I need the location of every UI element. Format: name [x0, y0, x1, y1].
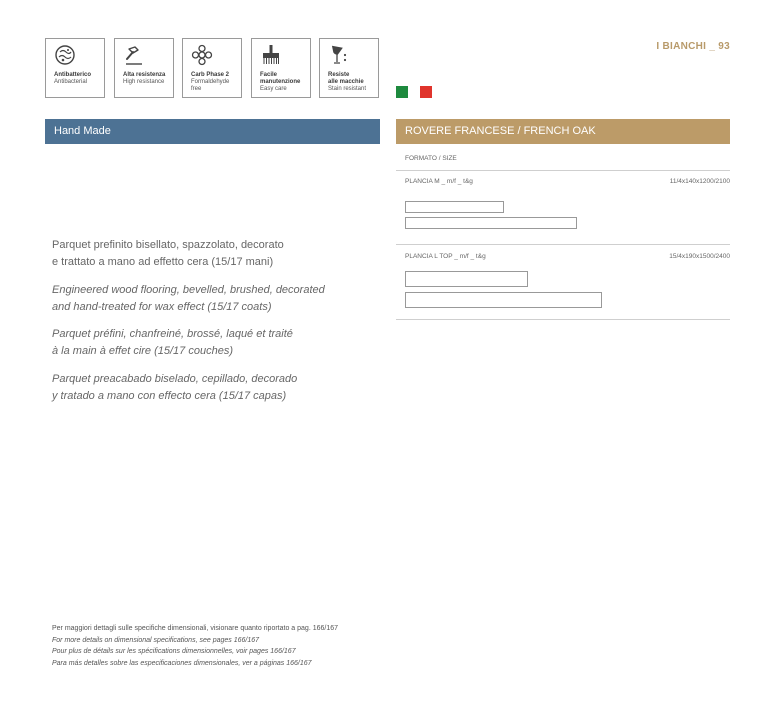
feature-title: Resiste [328, 72, 350, 78]
description-line: Parquet prefinito bisellato, spazzolato, decorato [52, 239, 284, 251]
footer-notes [52, 623, 338, 669]
description-italian [52, 237, 284, 271]
green-flag-swatch [396, 86, 408, 98]
description-line: and hand-treated for wax effect (15/17 coats) [52, 301, 272, 313]
description-line: Engineered wood flooring, bevelled, brushed, decorated [52, 284, 325, 296]
plank-l-name: PLANCIA L TOP _ m/f _ t&g [405, 253, 486, 260]
feature-subtitle: Antibacterial [54, 79, 88, 85]
description-line: Parquet préfini, chanfreiné, brossé, laqué et traité [52, 328, 293, 340]
feature-subtitle: Easy care [260, 86, 287, 92]
glass-spill-icon [328, 44, 350, 66]
feature-title: Alta resistenza [123, 72, 166, 78]
feature-antibacterial [45, 38, 105, 98]
hand-made-header: Hand Made [45, 119, 380, 144]
feature-high-resistance [114, 38, 174, 98]
feature-easy-care [251, 38, 311, 98]
feature-subtitle: free [191, 86, 202, 92]
feature-subtitle: Formaldehyde [191, 79, 230, 85]
feature-stain-resistant [319, 38, 379, 98]
description-line: e trattato a mano ad effetto cera (15/17 mani) [52, 256, 274, 268]
feature-title: Facile [260, 72, 278, 78]
footer-line-en: For more details on dimensional specifications, see pages 166/167 [52, 636, 260, 644]
footer-line-fr: Pour plus de détails sur les spécifications dimensionnelles, voir pages 166/167 [52, 648, 296, 655]
feature-title-line2: manutenzione [260, 79, 301, 85]
plank-m-width-diagram [405, 201, 504, 213]
description-spanish [52, 371, 297, 405]
product-header: ROVERE FRANCESE / FRENCH OAK [396, 119, 730, 144]
feature-carb-phase [182, 38, 242, 98]
red-flag-swatch [420, 86, 432, 98]
feature-title-line2: alle macchie [328, 79, 364, 85]
size-label: FORMATO / SIZE [405, 155, 457, 162]
feature-title: Antibatterico [54, 72, 92, 78]
description-english [52, 282, 325, 316]
plank-l-size: 15/4x190x1500/2400 [669, 253, 730, 260]
antibacterial-icon [54, 44, 76, 66]
feature-title: Carb Phase 2 [191, 72, 230, 78]
plank-m-name: PLANCIA M _ m/f _ t&g [405, 178, 473, 185]
description-french [52, 326, 293, 360]
page-number: I BIANCHI _ 93 [656, 41, 730, 52]
description-line: Parquet preacabado biselado, cepillado, decorado [52, 373, 298, 385]
footer-line-es: Para más detalles sobre las especificaciones dimensionales, ver a páginas 166/167 [52, 659, 312, 667]
brush-icon [260, 44, 282, 66]
flower-icon [191, 44, 213, 66]
divider [396, 244, 730, 245]
hammer-icon [123, 44, 145, 66]
plank-m-length-diagram [405, 217, 577, 229]
description-line: à la main à effet cire (15/17 couches) [52, 345, 233, 357]
description-line: y tratado a mano con effecto cera (15/17 capas) [52, 390, 287, 402]
divider [396, 170, 730, 171]
plank-l-width-diagram [405, 271, 528, 287]
plank-l-length-diagram [405, 292, 602, 308]
plank-m-size: 11/4x140x1200/2100 [669, 178, 730, 185]
divider [396, 319, 730, 320]
feature-subtitle: Stain resistant [328, 86, 367, 92]
footer-line-it: Per maggiori dettagli sulle specifiche dimensionali, visionare quanto riportato a pag. 166/167 [52, 625, 339, 632]
feature-subtitle: High resistance [123, 79, 165, 85]
